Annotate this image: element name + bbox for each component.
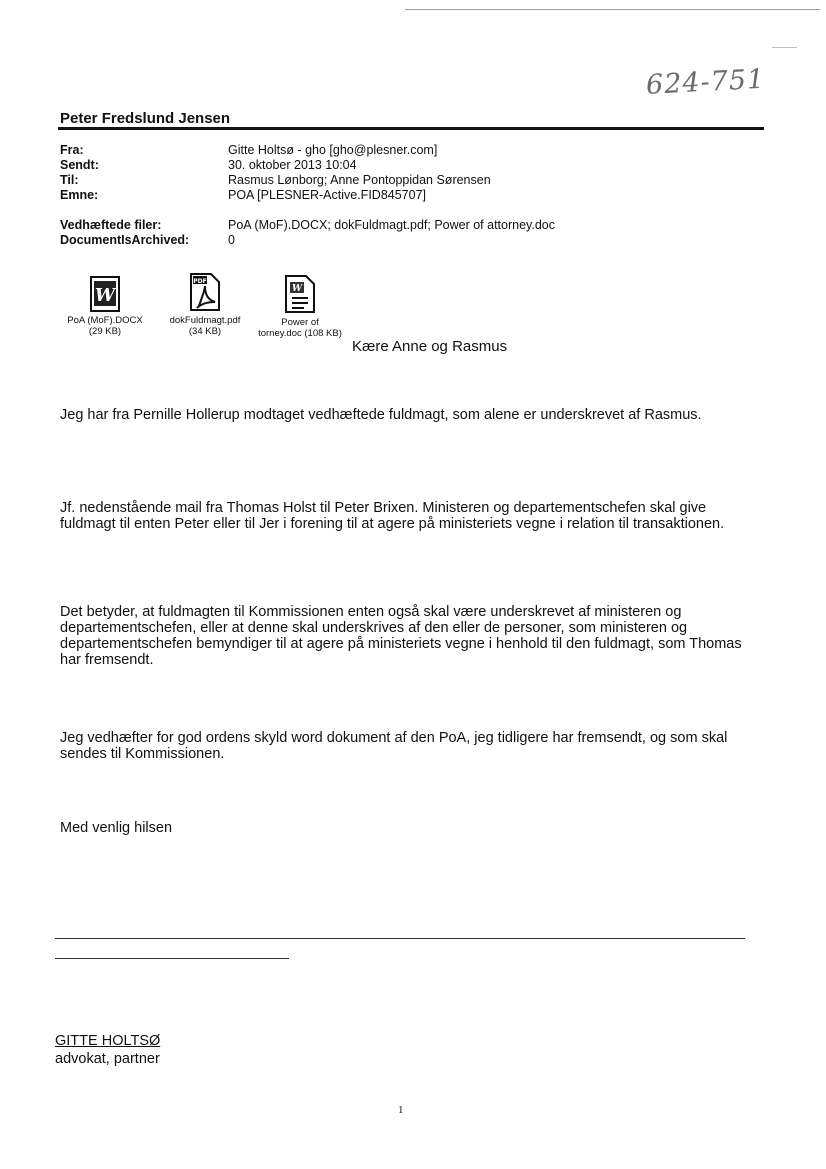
to-label: Til:: [60, 173, 79, 187]
paragraph-2: Jf. nedenstående mail fra Thomas Holst til Peter Brixen. Ministeren og departementschefen skal give fuldmagt til enten Peter eller til Jer i forening til at agere på ministeriets vegne i relation til transaktionen.: [60, 500, 725, 532]
archived-value: 0: [228, 233, 235, 247]
svg-text:W: W: [94, 285, 116, 306]
subject-value: POA [PLESNER-Active.FID845707]: [228, 188, 427, 202]
paragraph-3: Det betyder, at fuldmagten til Kommissionen enten også skal være underskrevet af ministeren og departementschefen, eller at denne skal underskrives af den eller de personer, som ministeren og departementschefen bemyndiger til at agere på ministeriets vegne i henhold til den fuldmagt, som Thomas har fremsendt.: [60, 604, 742, 668]
doc-icon: [284, 274, 316, 314]
from-label: Fra:: [60, 143, 84, 157]
attachment-name: Power of: [281, 317, 319, 328]
paragraph-4: Jeg vedhæfter for god ordens skyld word dokument af den PoA, jeg tidligere har fremsendt, og som skal sendes til Kommissionen.: [60, 730, 728, 762]
header-rule: [58, 127, 764, 130]
svg-text:PDF: PDF: [193, 278, 207, 285]
attachment-power-of-attorney-doc[interactable]: [250, 274, 350, 339]
handwritten-annotation: 624-751: [645, 63, 766, 101]
attachments-value: PoA (MoF).DOCX; dokFuldmagt.pdf; Power of attorney.doc: [228, 218, 555, 232]
svg-text:W: W: [291, 284, 303, 294]
signature-rule: [55, 938, 745, 939]
paragraph-1: Jeg har fra Pernille Hollerup modtaget vedhæftede fuldmagt, som alene er underskrevet af Rasmus.: [60, 407, 702, 423]
closing: Med venlig hilsen: [60, 820, 173, 836]
attachment-size: (34 KB): [188, 326, 222, 337]
scan-edge-line: [405, 9, 820, 10]
signature-title: advokat, partner: [55, 1051, 160, 1067]
attachment-name: PoA (MoF).DOCX: [67, 315, 143, 326]
attachment-size: (29 KB): [88, 326, 122, 337]
signature-name: GITTE HOLTSØ: [55, 1033, 161, 1049]
attachment-poa-docx[interactable]: [62, 276, 148, 337]
from-value: Gitte Holtsø - gho [gho@plesner.com]: [228, 143, 438, 157]
attachment-size: torney.doc (108 KB): [258, 328, 342, 339]
sent-value: 30. oktober 2013 10:04: [228, 158, 357, 172]
greeting: Kære Anne og Rasmus: [352, 338, 508, 355]
pdf-icon: [189, 272, 221, 312]
to-value: Rasmus Lønborg; Anne Pontoppidan Sørensen: [228, 173, 491, 187]
attachments-label: Vedhæftede filer:: [60, 218, 162, 232]
subject-label: Emne:: [60, 188, 99, 202]
page-number: 1: [398, 1104, 404, 1116]
signature-rule-short: [55, 958, 289, 959]
word-doc-icon: [90, 276, 120, 312]
sent-label: Sendt:: [60, 158, 99, 172]
scan-mark: [772, 47, 797, 48]
sender-name: Peter Fredslund Jensen: [60, 110, 231, 127]
attachment-name: dokFuldmagt.pdf: [169, 315, 241, 326]
attachment-dokfuldmagt-pdf[interactable]: [160, 272, 250, 337]
archived-label: DocumentIsArchived:: [60, 233, 190, 247]
